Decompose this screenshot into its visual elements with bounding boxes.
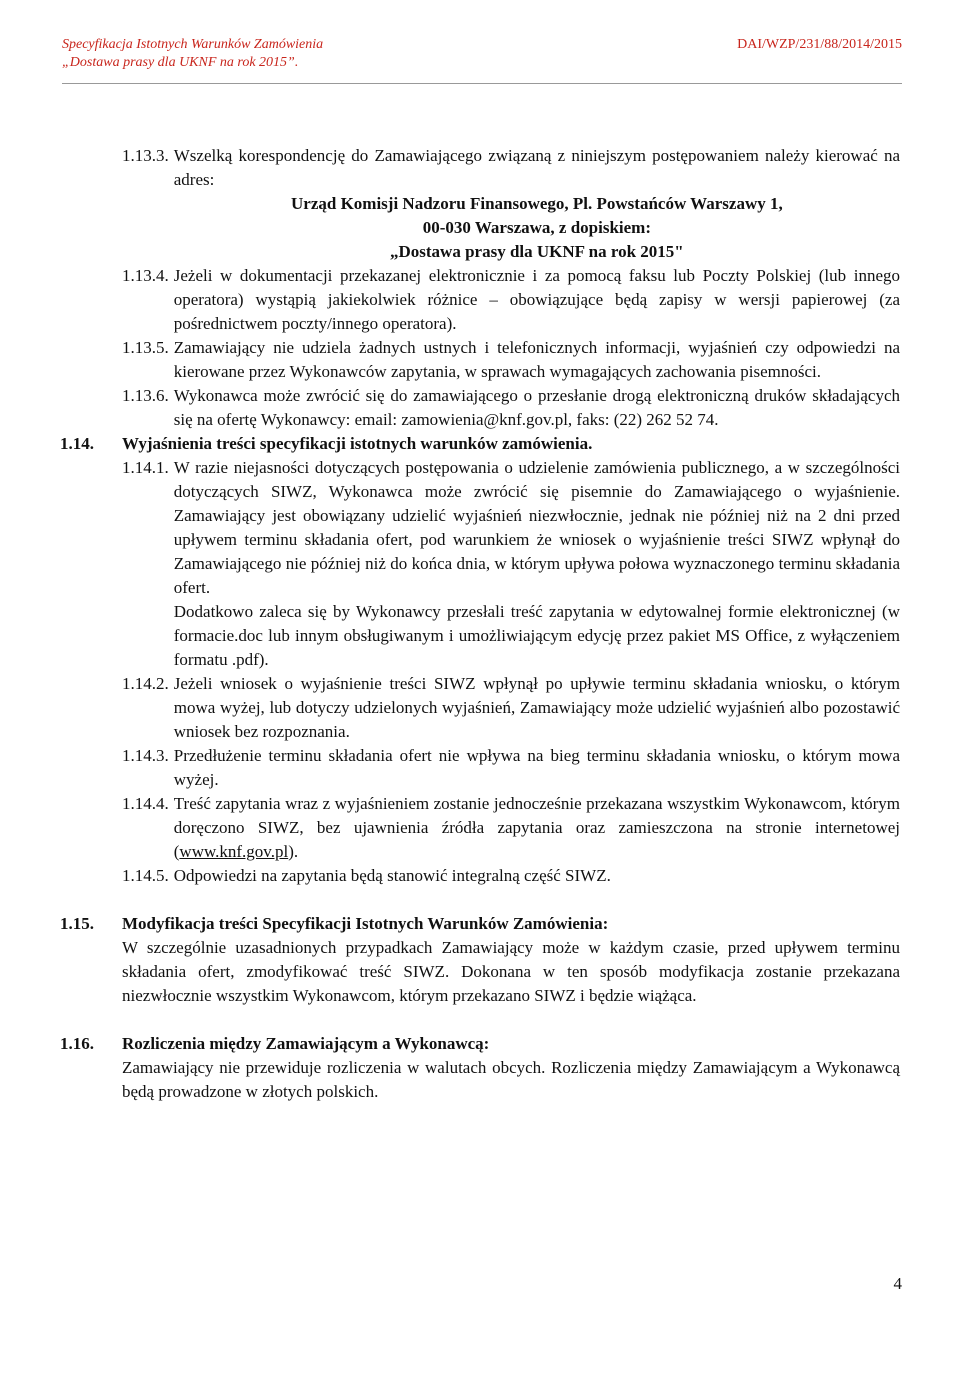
header-case-number: DAI/WZP/231/88/2014/2015 bbox=[737, 37, 902, 52]
item-1-14-2 bbox=[122, 672, 900, 744]
item-1-13-5 bbox=[122, 336, 900, 384]
section-number: 1.15. bbox=[60, 914, 94, 933]
section-title: Rozliczenia między Zamawiającym a Wykonawcą: bbox=[122, 1034, 490, 1053]
item-number: 1.13.3. bbox=[122, 146, 169, 165]
item-text: W razie niejasności dotyczących postępowania o udzielenie zamówienia publicznego, a w szczególności dotyczących SIWZ, Wykonawca może zwrócić się pisemnie do Zamawiającego o wyjaśnienie. Zamawiający jest obowiązany udzielić wyjaśnień niezwłocznie, jednak nie później niż na 2 dni przed upływem terminu składania ofert, pod warunkiem że wniosek o wyjaśnienie treści SIWZ wpłynął do Zamawiającego nie później niż do końca dnia, w którym upływa połowa wyznaczonego terminu składania ofert. bbox=[173, 458, 900, 597]
header-left bbox=[62, 36, 323, 72]
website-link[interactable]: www.knf.gov.pl bbox=[179, 842, 289, 861]
item-number: 1.14.2. bbox=[122, 674, 169, 693]
header-rule bbox=[62, 83, 902, 84]
item-text-additional: Dodatkowo zaleca się by Wykonawcy przesłali treść zapytania w edytowalnej formie elektronicznej (w formacie.doc lub innym obsługiwanym i umożliwiającym edycję przez pakiet MS Office, z wyłączeniem formatu .pdf). bbox=[173, 602, 900, 669]
section-1-15 bbox=[60, 912, 900, 1008]
item-text: Odpowiedzi na zapytania będą stanowić integralną część SIWZ. bbox=[173, 866, 611, 885]
item-text: Przedłużenie terminu składania ofert nie wpływa na bieg terminu składania wniosku, o którym mowa wyżej. bbox=[173, 746, 900, 789]
item-number: 1.14.5. bbox=[122, 866, 169, 885]
address-line-1: Urząd Komisji Nadzoru Finansowego, Pl. Powstańców Warszawy 1, bbox=[291, 194, 783, 213]
address-line-2: 00-030 Warszawa, z dopiskiem: bbox=[422, 218, 651, 237]
item-number: 1.13.4. bbox=[122, 266, 169, 285]
section-title: Modyfikacja treści Specyfikacji Istotnych Warunków Zamówienia: bbox=[122, 914, 609, 933]
header-subject: „Dostawa prasy dla UKNF na rok 2015”. bbox=[62, 55, 299, 70]
section-1-14-heading bbox=[60, 432, 900, 456]
item-1-14-5 bbox=[122, 864, 900, 888]
item-1-14-1 bbox=[122, 456, 900, 672]
item-text: Wszelką korespondencję do Zamawiającego związaną z niniejszym postępowaniem należy kierować na adres: bbox=[173, 146, 900, 189]
section-title: Wyjaśnienia treści specyfikacji istotnych warunków zamówienia. bbox=[122, 434, 593, 453]
section-text: W szczególnie uzasadnionych przypadkach Zamawiający może w każdym czasie, przed upływem terminu składania ofert, zmodyfikować treść SIWZ. Dokonana w ten sposób modyfikacja zostanie przekazana niezwłocznie wszystkim Wykonawcom, którym przekazano SIWZ i będzie wiążąca. bbox=[122, 938, 900, 1005]
item-text: Wykonawca może zwrócić się do zamawiającego o przesłanie drogą elektroniczną druków składających się na ofertę Wykonawcy: email: zamowienia@knf.gov.pl, faks: (22) 262 52 74. bbox=[173, 386, 900, 429]
item-number: 1.13.5. bbox=[122, 338, 169, 357]
section-number: 1.16. bbox=[60, 1034, 94, 1053]
header-document-title: Specyfikacja Istotnych Warunków Zamówienia bbox=[62, 37, 324, 52]
section-1-16 bbox=[60, 1032, 900, 1104]
item-1-14-4 bbox=[122, 792, 900, 864]
item-1-13-3 bbox=[122, 144, 900, 264]
item-number: 1.14.1. bbox=[122, 458, 169, 477]
address-line-3: „Dostawa prasy dla UKNF na rok 2015" bbox=[390, 242, 684, 261]
item-1-13-6 bbox=[122, 384, 900, 432]
item-text-after-link: ). bbox=[288, 842, 299, 861]
item-text: Zamawiający nie udziela żadnych ustnych i telefonicznych informacji, wyjaśnień czy odpowiedzi na kierowane przez Wykonawców zapytania, w sprawach wymagających zachowania pisemności. bbox=[173, 338, 900, 381]
item-text: Jeżeli w dokumentacji przekazanej elektronicznie i za pomocą faksu lub Poczty Polskiej (lub innego operatora) wystąpią jakiekolwiek różnice – obowiązujące będą zapisy w wersji papierowej (za pośrednictwem poczty/innego operatora). bbox=[173, 266, 900, 333]
page-number: 4 bbox=[893, 1274, 902, 1293]
item-text bbox=[174, 792, 900, 864]
item-text: Jeżeli wniosek o wyjaśnienie treści SIWZ wpłynął po upływie terminu składania wniosku, o którym mowa wyżej, lub dotyczy udzielonych wyjaśnień, Zamawiający może udzielić wyjaśnień albo pozostawić wniosek bez rozpoznania. bbox=[173, 674, 900, 741]
section-text: Zamawiający nie przewiduje rozliczenia w walutach obcych. Rozliczenia między Zamawiającym a Wykonawcą będą prowadzone w złotych polskich. bbox=[122, 1058, 900, 1101]
item-text-before-link: Treść zapytania wraz z wyjaśnieniem zostanie jednocześnie przekazana wszystkim Wykonawcom, którym doręczono SIWZ, bez ujawnienia źródła zapytania oraz zamieszczona na stronie internetowej ( bbox=[173, 794, 900, 861]
item-number: 1.14.4. bbox=[122, 794, 169, 813]
item-number: 1.13.6. bbox=[122, 386, 169, 405]
section-number: 1.14. bbox=[60, 434, 94, 453]
item-number: 1.14.3. bbox=[122, 746, 169, 765]
document-body bbox=[60, 144, 900, 1104]
item-1-14-3 bbox=[122, 744, 900, 792]
item-1-13-4 bbox=[122, 264, 900, 336]
